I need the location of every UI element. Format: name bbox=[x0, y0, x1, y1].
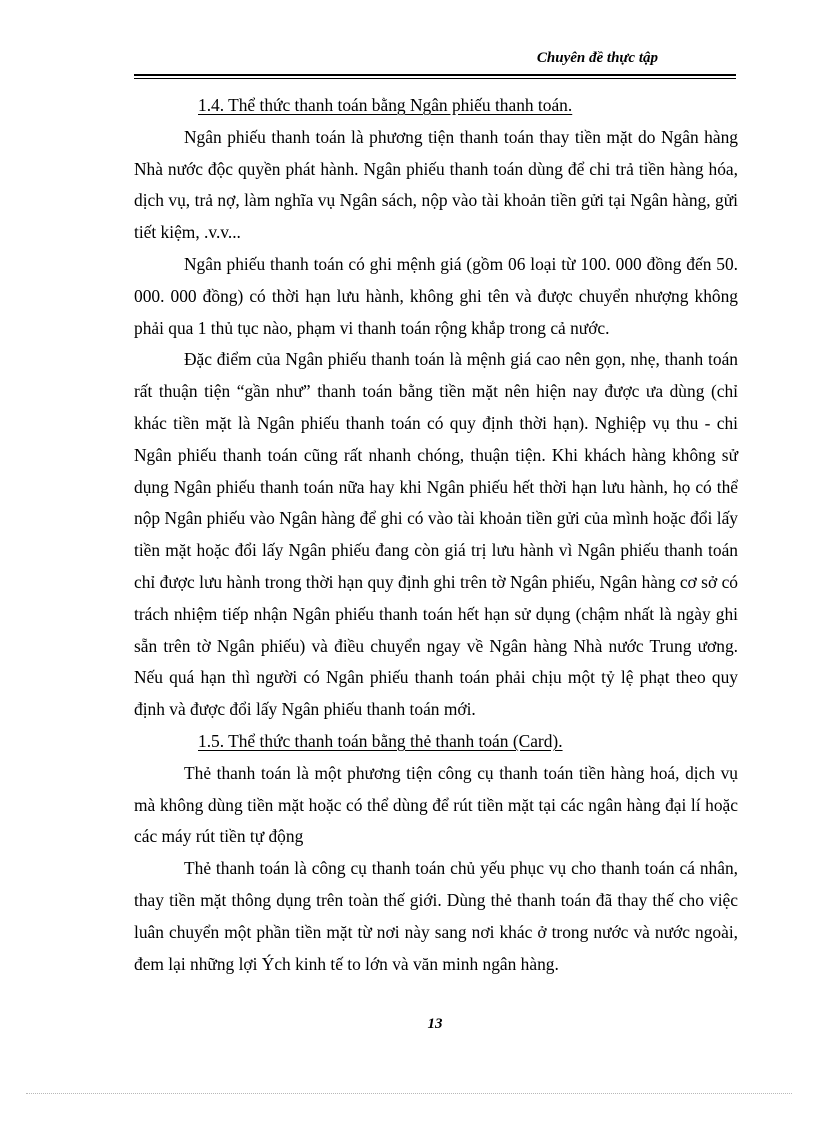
section-heading-1-5: 1.5. Thể thức thanh toán bằng thẻ thanh toán (Card). bbox=[198, 730, 563, 751]
document-body bbox=[134, 90, 738, 980]
footer-rule bbox=[26, 1093, 792, 1094]
paragraph: Ngân phiếu thanh toán có ghi mệnh giá (gồm 06 loại từ 100. 000 đồng đến 50. 000. 000 đồng) có thời hạn lưu hành, không ghi tên và được chuyển nhượng không phải qua 1 thủ tục nào, phạm vi thanh toán rộng khắp trong cả nước. bbox=[134, 253, 738, 338]
header-rule bbox=[134, 74, 736, 76]
header-rule-thin bbox=[134, 78, 736, 79]
paragraph: Đặc điểm của Ngân phiếu thanh toán là mệnh giá cao nên gọn, nhẹ, thanh toán rất thuận tiện “gần như” thanh toán bằng tiền mặt nên hiện nay được ưa dùng (chỉ khác tiền mặt là Ngân phiếu thanh toán có quy định thời hạn). Nghiệp vụ thu - chi Ngân phiếu thanh toán cũng rất nhanh chóng, thuận tiện. Khi khách hàng không sử dụng Ngân phiếu thanh toán nữa hay khi Ngân phiếu hết thời hạn lưu hành, họ có thể nộp Ngân phiếu vào Ngân hàng để ghi có vào tài khoản tiền gửi của mình hoặc đổi lấy tiền mặt hoặc đổi lấy Ngân phiếu đang còn giá trị lưu hành vì Ngân phiếu thanh toán chỉ được lưu hành trong thời hạn quy định ghi trên tờ Ngân phiếu, Ngân hàng cơ sở có trách nhiệm tiếp nhận Ngân phiếu thanh toán hết hạn sử dụng (chậm nhất là ngày ghi sẵn trên tờ Ngân phiếu) và điều chuyển ngay về Ngân hàng Nhà nước Trung ương. Nếu quá hạn thì người có Ngân phiếu thanh toán phải chịu một tỷ lệ phạt theo quy định và được đổi lấy Ngân phiếu thanh toán mới. bbox=[134, 349, 738, 720]
section-heading-1-4: 1.4. Thể thức thanh toán bằng Ngân phiếu thanh toán. bbox=[198, 95, 573, 115]
page-header-title: Chuyên đề thực tập bbox=[536, 50, 658, 66]
paragraph: Thẻ thanh toán là một phương tiện công cụ thanh toán tiền hàng hoá, dịch vụ mà không dùng tiền mặt hoặc có thể dùng để rút tiền mặt tại các ngân hàng đại lí hoặc các máy rút tiền tự động bbox=[134, 762, 738, 847]
page-number: 13 bbox=[427, 1016, 443, 1032]
paragraph: Thẻ thanh toán là công cụ thanh toán chủ yếu phục vụ cho thanh toán cá nhân, thay tiền mặt thông dụng trên toàn thế giới. Dùng thẻ thanh toán đã thay thế cho việc luân chuyển một phần tiền mặt từ nơi này sang nơi khác ở trong nước và nước ngoài, đem lại những lợi Ých kinh tế to lớn và văn minh ngân hàng. bbox=[134, 858, 738, 974]
paragraph: Ngân phiếu thanh toán là phương tiện thanh toán thay tiền mặt do Ngân hàng Nhà nước độc quyền phát hành. Ngân phiếu thanh toán dùng để chi trả tiền hàng hóa, dịch vụ, trả nợ, làm nghĩa vụ Ngân sách, nộp vào tài khoản tiền gửi tại Ngân hàng, gửi tiết kiệm, .v.v... bbox=[134, 126, 738, 243]
